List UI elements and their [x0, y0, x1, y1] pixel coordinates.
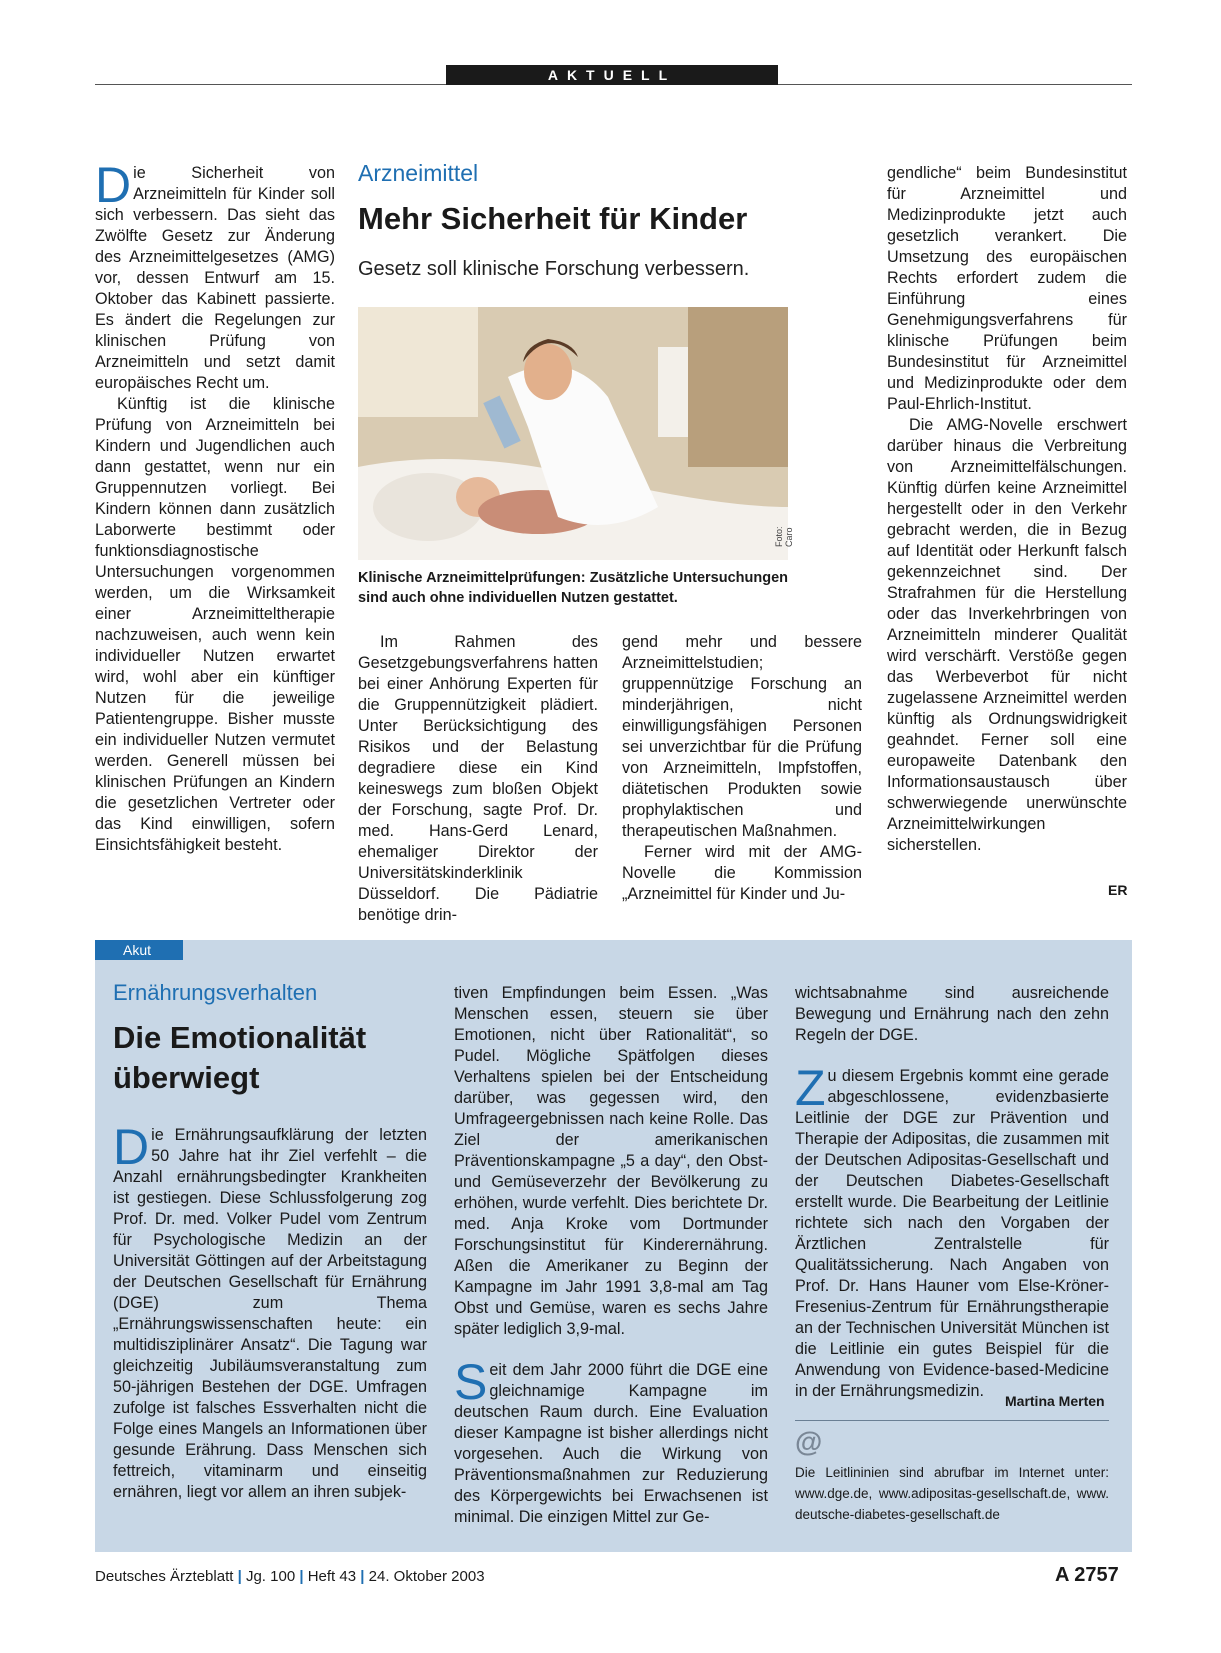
dropcap: D [113, 1119, 150, 1175]
footer [95, 1568, 485, 1585]
article1-col1-p2: Künftig ist die klinische Prüfung von Arzneimitteln bei Kindern und Jugendlichen auch dann gestattet, wenn nur ein Gruppennutzen vorliegt. Bei Kindern können dann zusätzlich Laborwerte bestimmt oder funktionsdiagnostische Untersuchungen vorgenommen werden, um die Wirksamkeit einer Arzneimitteltherapie nachzuweisen, auch wenn kein individueller Nutzen erwartet wird, wohl aber ein künftiger Nutzen für die jeweilige Patientengruppe. Bisher musste ein individueller Nutzen vermutet werden. Generell müssen bei klinischen Prüfungen an Kindern die gesetzlichen Vertreter oder das Kind einwilligen, sofern Einsichtsfähigkeit besteht. [95, 395, 335, 854]
section-tag: AKTUELL [446, 65, 778, 85]
dropcap: S [454, 1354, 488, 1410]
footer-volume: Jg. 100 [245, 1568, 296, 1585]
article2-kicker: Ernährungsverhalten [113, 980, 318, 1005]
dropcap: D [95, 157, 132, 213]
article1-col4: gendliche“ beim Bundesinstitut für Arzneimittel und Medizinprodukte jetzt auch gesetzlich verankert. Die Umsetzung des europäischen Rechts erfordert zudem die Einführung eines Genehmigungsverfahrens für klinische Prüfungen beim Bundesinstitut für Arzneimittel und Medizinprodukte oder dem Paul-Ehrlich-Institut. Die AMG-Novelle erschwert darüber hinaus die Verbreitung von Arzneimittelfälschungen. Künftig dürfen keine Arzneimittel hergestellt oder in den Verkehr gebracht werden, die in Bezug auf Identität oder Herkunft falsch gekennzeichnet sind. Der Strafrahmen für die Herstellung oder das Inverkehrbringen von Arzneimitteln minderer Qualität wird verschärft. Verstöße gegen das Werbeverbot für nicht zugelassene Arzneimittel werden künftig als Ordnungswidrigkeit geahndet. Ferner soll eine europaweite Datenbank den Informationsaustausch über schwerwiegende unerwünschte Arzneimittelwirkungen sicherstellen. [887, 164, 1127, 854]
photo-illustration [358, 307, 788, 560]
article2-col1: Die Ernährungsaufklärung der letzten 50 Jahre hat ihr Ziel verfehlt – die Anzahl ernährungsbedingter Krankheiten ist gestiegen. Diese Schlussfolgerung zog Prof. Dr. med. Volker Pudel vom Zentrum für Psychologische Medizin an der Universität Göttingen auf der Arbeitstagung der Deutschen Gesellschaft für Ernährung (DGE) zum Thema „Ernährungswissenschaften heute: ein multidisziplinärer Ansatz“. Die Tagung war gleichzeitig Jubiläumsveranstaltung zum 50-jährigen Bestehen der DGE. Umfragen zufolge ist falsches Essverhalten nicht die Folge eines Mangels an Informationen über gesunde Erährung. Dass Menschen sich fettreich, vitaminarm und einseitig ernähren, liegt vor allem an ihren subjek- [113, 1119, 427, 1501]
footer-date: 24. Oktober 2003 [368, 1568, 485, 1585]
footer-separator: | [299, 1568, 304, 1585]
article2-col3: wichtsabnahme sind ausreichende Bewegung und Ernährung nach den zehn Regeln der DGE. Zu diesem Ergebnis kommt eine gerade abgeschlossene, evidenzbasierte Leitlinie der DGE zur Prävention und Therapie der Adipositas, die zusammen mit der Deutschen Adipositas-Gesellschaft und der Deutschen Diabetes-Gesellschaft erstellt wurde. Die Bearbeitung der Leitlinie richtete sich nach den Vorgaben der Ärztlichen Zentralstelle für Qualitätssicherung. Nach Angaben von Prof. Dr. Hans Hauner vom Else-Kröner-Fresenius-Zentrum für Ernährungstherapie an der Technischen Universität München ist die Leitlinie ein gutes Beispiel für die Anwendung von Evidence-based-Medicine in der Ernährungsmedizin. [795, 984, 1109, 1400]
dropcap: Z [795, 1060, 826, 1116]
article1-col1-p1: Die Sicherheit von Arzneimitteln für Kinder soll sich verbessern. Das sieht das Zwölfte Gesetz zur Änderung des Arzneimittelgesetzes (AMG) vor, dessen Entwurf am 15. Oktober das Kabinett passierte. Es ändert die Regelungen zur klinischen Prüfung von Arzneimitteln und setzt damit europäisches Recht um. [95, 157, 335, 392]
article1-col2: Im Rahmen des Gesetzgebungsverfahrens hatten bei einer Anhörung Experten für die Gruppennützigkeit plädiert. Unter Berücksichtigung des Risikos und der Belastung degradiere diese ein Kind keineswegs zum bloßen Objekt der Forschung, sagte Prof. Dr. med. Hans-Gerd Lenard, ehemaliger Direktor der Universitätskinderklinik Düsseldorf. Die Pädiatrie benötige drin- [358, 633, 598, 924]
page-number: A 2757 [1055, 1564, 1119, 1586]
akut-tag: Akut [95, 940, 183, 960]
footer-separator: | [237, 1568, 242, 1585]
article2-headline: Die Emotionalität überwiegt [113, 1020, 367, 1095]
article1-deck: Gesetz soll klinische Forschung verbessern. [358, 258, 750, 280]
web-note: Die Leitlininien sind abrufbar im Internet unter: www.dge.de, www.adipositas-gesellschaft.de, www. deutsche-diabetes-gesellschaft.de [795, 1465, 1109, 1522]
footer-separator: | [360, 1568, 365, 1585]
photo-credit: Foto: Caro [774, 526, 794, 547]
footer-issue: Heft 43 [307, 1568, 357, 1585]
article2-author: Martina Merten [1005, 1393, 1105, 1409]
footer-journal: Deutsches Ärzteblatt [95, 1568, 234, 1585]
article1-author: ER [1108, 882, 1128, 898]
article-photo [358, 307, 794, 560]
article2-col2: tiven Empfindungen beim Essen. „Was Menschen essen, steuern sie über Emotionen, nicht über Rationalität“, so Pudel. Mögliche Spätfolgen dieses Verhaltens spielen bei der Entscheidung darüber, was gegessen wird, den Umfrageergebnissen nach keine Rolle. Das Ziel der amerikanischen Präventionskampagne „5 a day“, den Obst- und Gemüseverzehr der Bevölkerung zu erhöhen, wurde verfehlt. Dies berichtete Dr. med. Anja Kroke vom Dortmunder Forschungsinstitut für Kinderernährung. Aßen die Amerikaner zu Beginn der Kampagne im Jahr 1991 3,8-mal am Tag Obst und Gemüse, waren es sechs Jahre später lediglich 3,9-mal. Seit dem Jahr 2000 führt die DGE eine gleichnamige Kampagne im deutschen Raum durch. Eine Evaluation dieser Kampagne ist bisher allerdings nicht vorgesehen. Auch die Wirkung von Präventionsmaßnahmen zur Reduzierung des Körpergewichts bei Erwachsenen ist minimal. Die einzigen Mittel zur Ge- [454, 984, 768, 1526]
photo-caption: Klinische Arzneimittelprüfungen: Zusätzliche Untersuchungen sind auch ohne individuellen Nutzen gestattet. [358, 570, 788, 606]
article1-col1 [95, 157, 335, 856]
at-icon: @ [795, 1426, 823, 1457]
article1-headline: Mehr Sicherheit für Kinder [358, 201, 748, 236]
article1-col3: gend mehr und bessere Arzneimittelstudien; gruppennützige Forschung an minderjährigen, nicht einwilligungsfähigen Personen sei unverzichtbar für die Prüfung von Arzneimitteln, Impfstoffen, diätetischen Produkten sowie prophylaktischen und therapeutischen Maßnahmen. Ferner wird mit der AMG-Novelle die Kommission „Arzneimittel für Kinder und Ju- [622, 633, 862, 903]
article1-kicker: Arzneimittel [358, 160, 479, 186]
web-divider [795, 1420, 1109, 1421]
